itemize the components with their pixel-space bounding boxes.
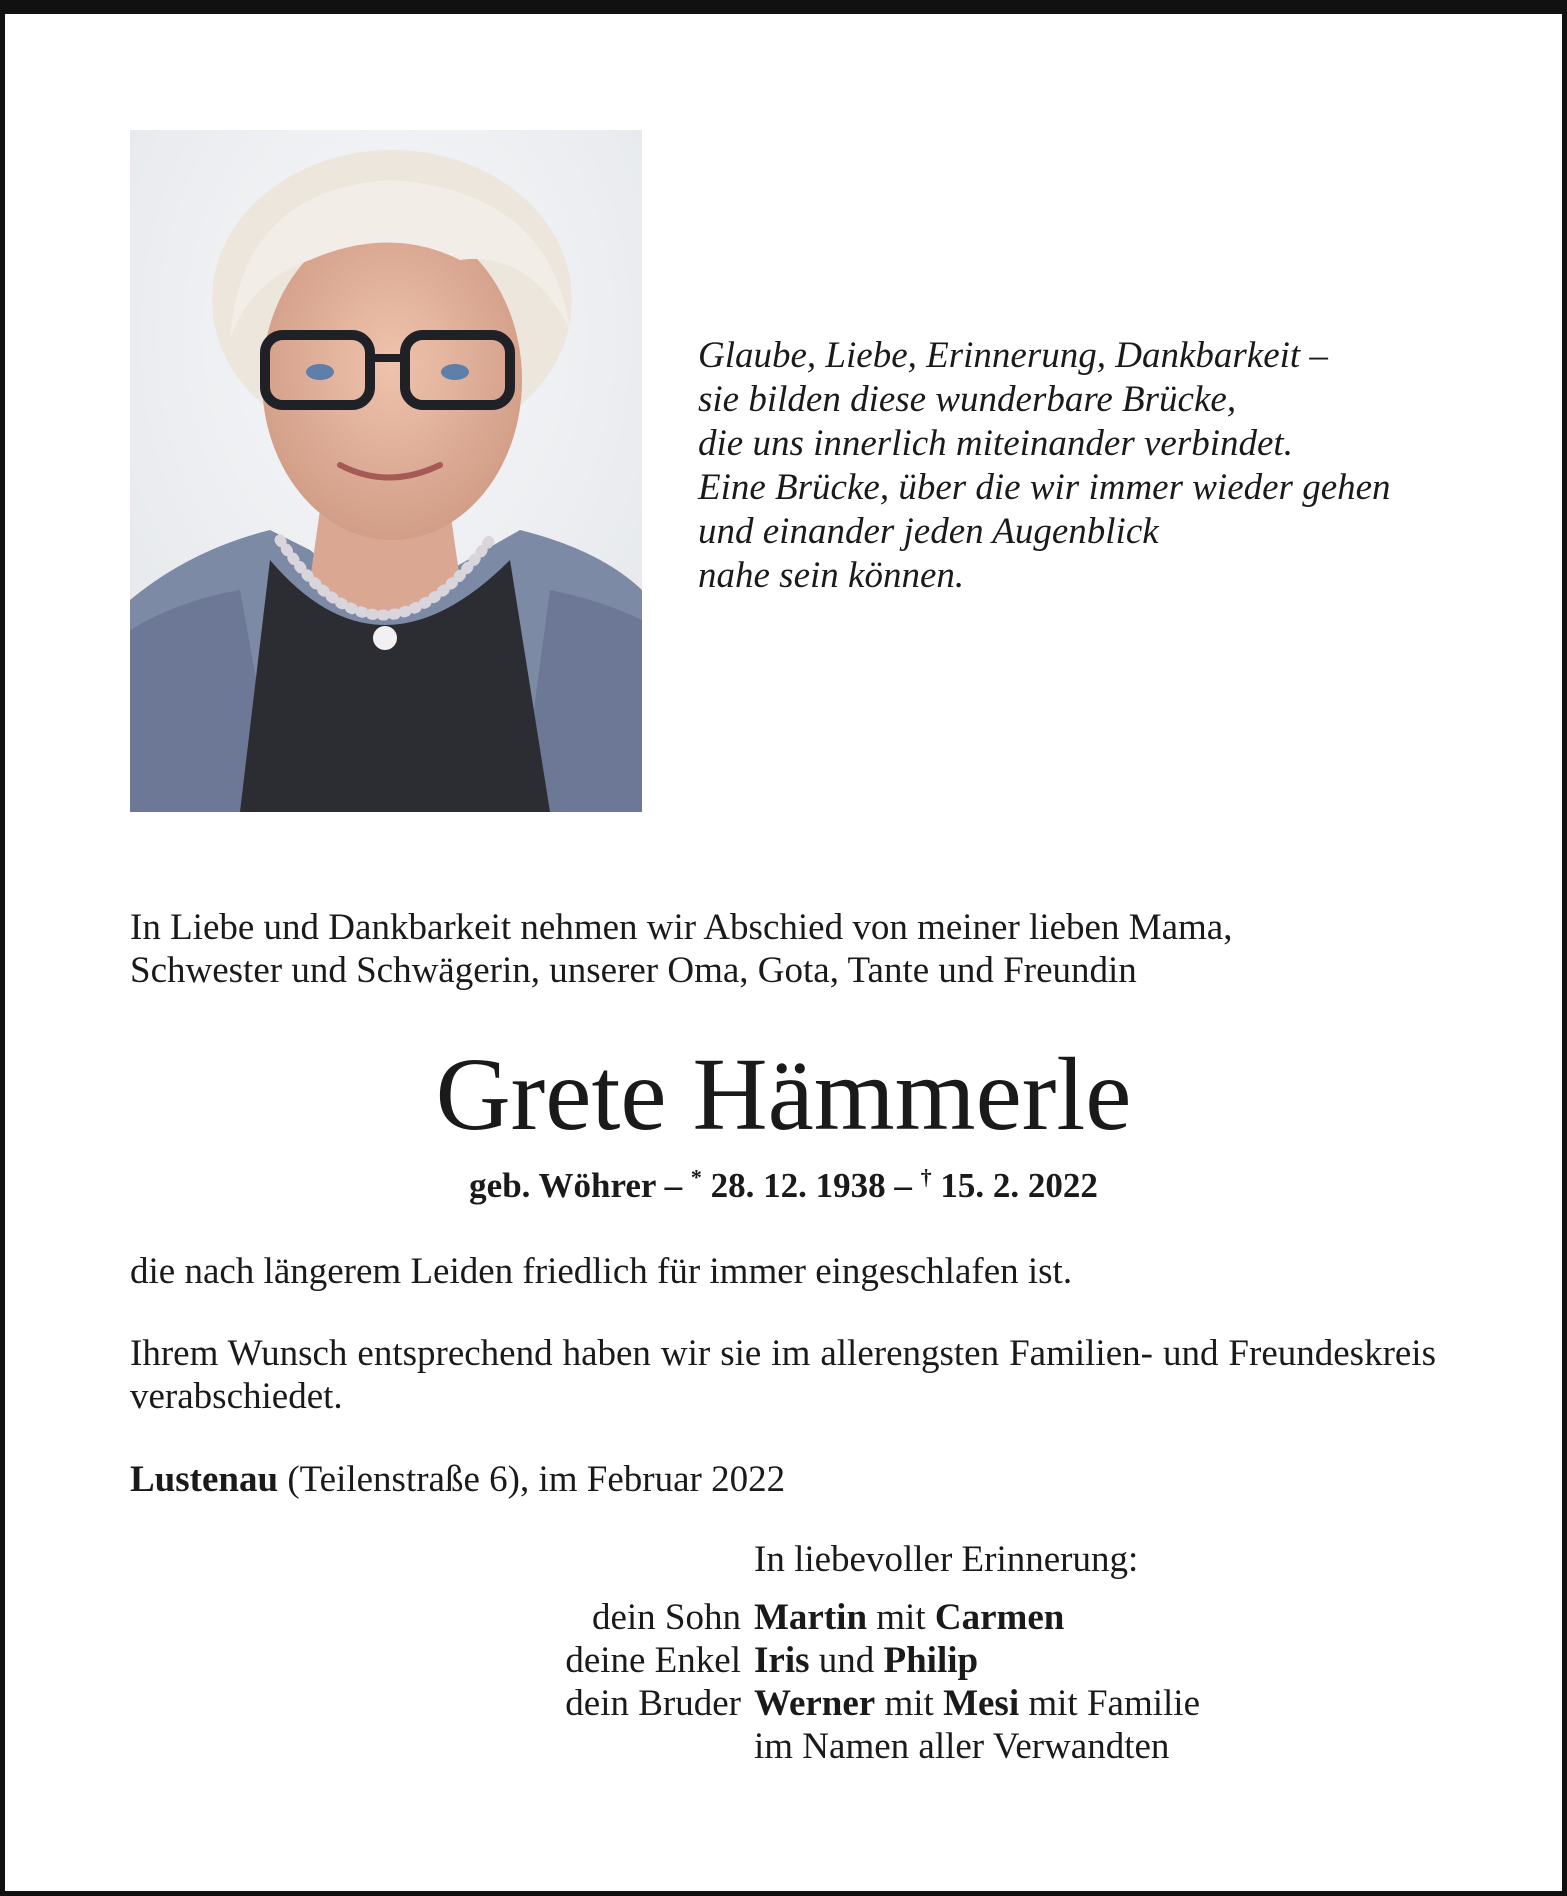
mourner-row	[0, 1639, 1567, 1682]
mourner-name: Martin	[754, 1597, 868, 1638]
mourner-name: Mesi	[943, 1683, 1020, 1724]
mourner-relation: deine Enkel	[565, 1640, 741, 1681]
mourner-names	[754, 1682, 1200, 1725]
mourner-relation: dein Bruder	[565, 1683, 741, 1724]
deceased-name: Grete Hämmerle	[435, 1037, 1132, 1152]
place-date-line	[130, 1458, 1436, 1501]
poem-line: und einander jeden Augenblick	[698, 511, 1159, 552]
closing-line: im Namen aller Verwandten	[754, 1726, 1170, 1767]
intro-line: In Liebe und Dankbarkeit nehmen wir Abschied von meiner lieben Mama,	[130, 907, 1233, 948]
mourner-name: Iris	[754, 1640, 810, 1681]
mourner-row	[0, 1596, 1567, 1639]
connector: mit Familie	[1019, 1683, 1200, 1724]
birth-death-line	[0, 1164, 1567, 1208]
mourner-row	[0, 1725, 1567, 1768]
address-date: (Teilenstraße 6), im Februar 2022	[278, 1459, 786, 1500]
separator: –	[885, 1166, 921, 1205]
intro-line: Schwester und Schwägerin, unserer Oma, Gota, Tante und Freundin	[130, 950, 1137, 991]
birth-symbol: *	[690, 1164, 702, 1190]
poem-line: Eine Brücke, über die wir immer wieder gehen	[698, 467, 1391, 508]
poem-line: sie bilden diese wunderbare Brücke,	[698, 379, 1237, 420]
poem-line: Glaube, Liebe, Erinnerung, Dankbarkeit –	[698, 335, 1328, 376]
poem-line: die uns innerlich miteinander verbindet.	[698, 423, 1293, 464]
funeral-note: Ihrem Wunsch entsprechend haben wir sie im allerengsten Familien- und Freundeskreis verabschiedet.	[130, 1333, 1436, 1417]
farewell-intro	[130, 906, 1436, 992]
connector: mit	[875, 1683, 944, 1724]
mourner-relation: dein Sohn	[591, 1597, 741, 1638]
place-name: Lustenau	[130, 1459, 279, 1500]
mourner-name: Philip	[883, 1640, 979, 1681]
mourner-names	[754, 1596, 1064, 1639]
portrait-photo	[130, 130, 642, 812]
birth-date: 28. 12. 1938	[701, 1166, 886, 1205]
passing-statement: die nach längerem Leiden friedlich für immer eingeschlafen ist.	[130, 1251, 1073, 1292]
born-name: geb. Wöhrer	[469, 1166, 656, 1205]
mourners-list	[0, 1596, 1567, 1768]
mourner-name: Werner	[754, 1683, 876, 1724]
mourner-row	[0, 1682, 1567, 1725]
memorial-poem	[698, 334, 1478, 598]
connector: und	[809, 1640, 884, 1681]
connector: mit	[867, 1597, 935, 1638]
mourner-name: Carmen	[934, 1597, 1065, 1638]
mourner-names	[754, 1639, 978, 1682]
death-symbol: †	[920, 1164, 932, 1190]
poem-line: nahe sein können.	[698, 555, 965, 596]
separator: –	[655, 1166, 691, 1205]
mourners-heading: In liebevoller Erinnerung:	[754, 1539, 1139, 1580]
death-date: 15. 2. 2022	[931, 1166, 1098, 1205]
